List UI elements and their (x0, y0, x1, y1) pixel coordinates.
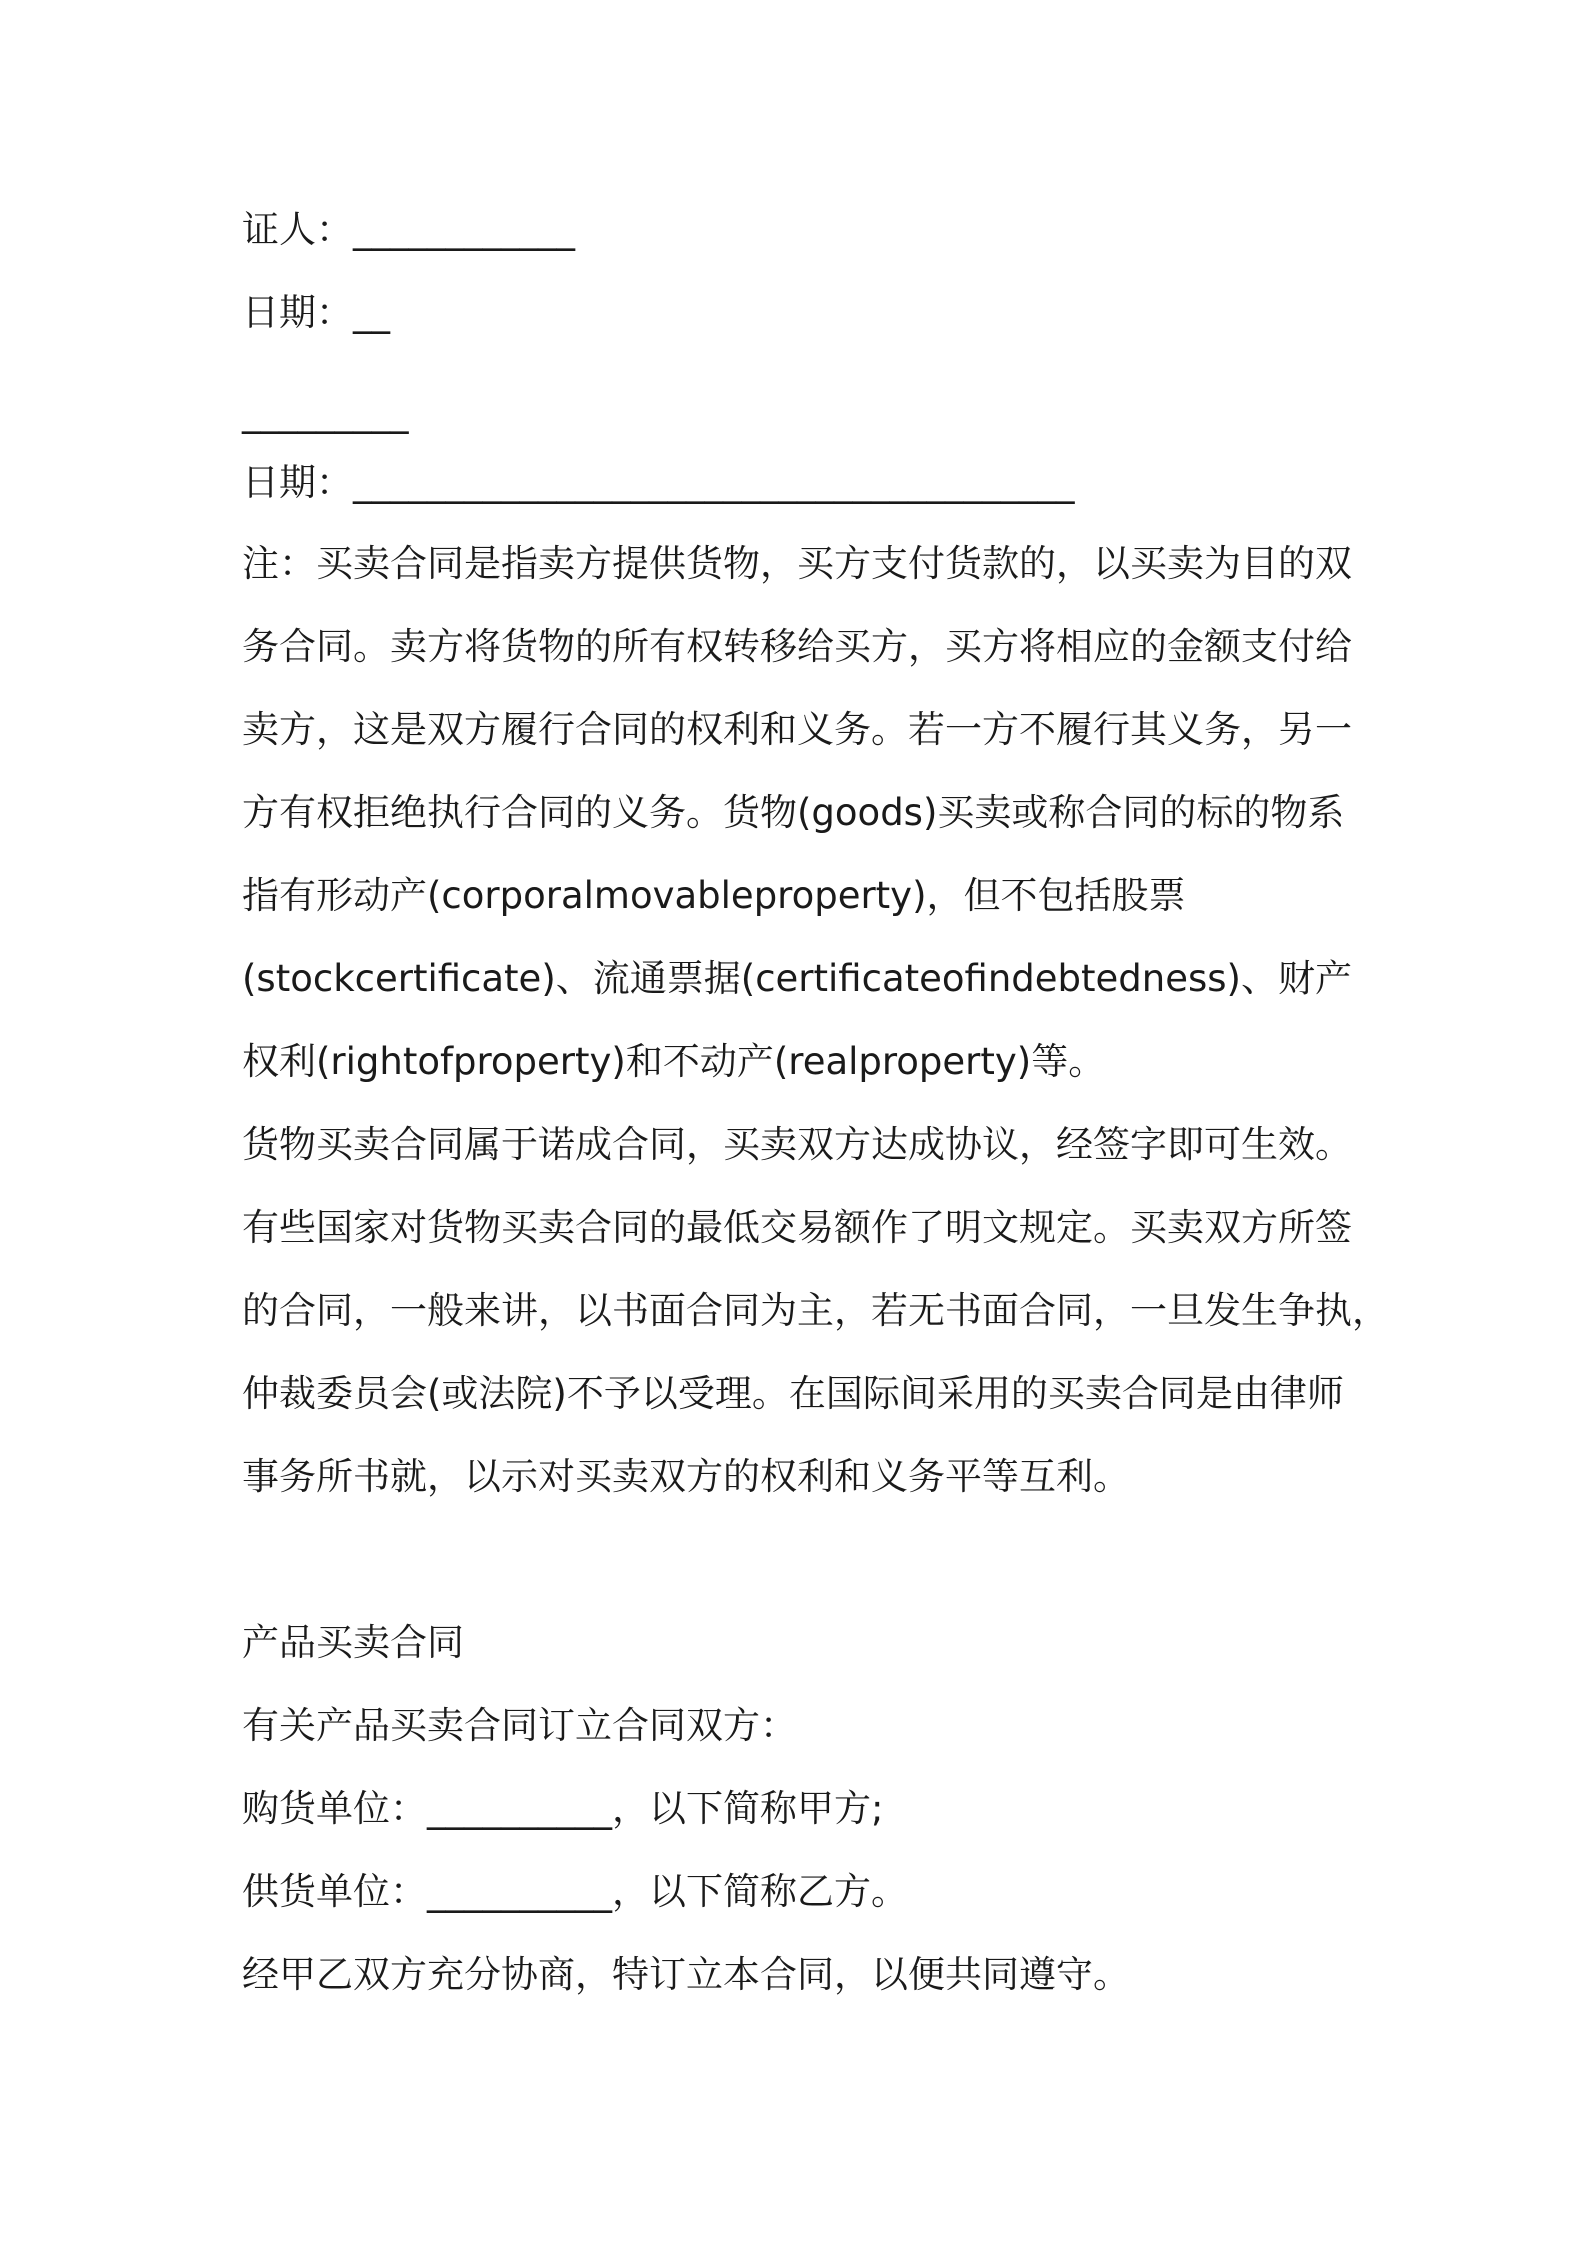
sales-contract-paragraph-line: 事务所书就，以示对买卖双方的权利和义务平等互利。 (242, 1455, 1130, 1498)
note-paragraph-line: 指有形动产(corporalmovableproperty)，但不包括股票 (242, 874, 1186, 917)
supplier-unit-line: 供货单位：__________，以下简称乙方。 (242, 1870, 908, 1913)
section-title: 产品买卖合同 (242, 1621, 464, 1664)
sales-contract-paragraph-line: 的合同，一般来讲，以书面合同为主，若无书面合同，一旦发生争执， (242, 1289, 1389, 1332)
sales-contract-paragraph-line: 仲裁委员会(或法院)不予以受理。在国际间采用的买卖合同是由律师 (242, 1372, 1344, 1415)
date-line-short: 日期：__ (242, 291, 390, 334)
sales-contract-paragraph-line: 货物买卖合同属于诺成合同，买卖双方达成协议，经签字即可生效。 (242, 1123, 1352, 1166)
note-paragraph-line: 务合同。卖方将货物的所有权转移给买方，买方将相应的金额支付给 (242, 625, 1352, 668)
parties-intro-line: 有关产品买卖合同订立合同双方： (242, 1704, 797, 1747)
note-paragraph-line: 方有权拒绝执行合同的义务。货物(goods)买卖或称合同的标的物系 (242, 791, 1345, 834)
note-paragraph-line: 权利(rightofproperty)和不动产(realproperty)等。 (242, 1040, 1106, 1083)
agreement-statement-line: 经甲乙双方充分协商，特订立本合同，以便共同遵守。 (242, 1953, 1130, 1996)
date-line-long: 日期：_______________________________________ (242, 461, 1075, 504)
sales-contract-paragraph-line: 有些国家对货物买卖合同的最低交易额作了明文规定。买卖双方所签 (242, 1206, 1352, 1249)
buyer-unit-line: 购货单位：__________，以下简称甲方; (242, 1787, 884, 1830)
signature-blank-line: _________ (242, 391, 409, 434)
note-paragraph-line: 卖方，这是双方履行合同的权利和义务。若一方不履行其义务，另一 (242, 708, 1352, 751)
note-paragraph-line: (stockcertificate)、流通票据(certificateofindebtedness)、财产 (242, 957, 1352, 1000)
note-paragraph-line: 注：买卖合同是指卖方提供货物，买方支付货款的，以买卖为目的双 (242, 542, 1352, 585)
witness-line: 证人：____________ (242, 208, 575, 251)
